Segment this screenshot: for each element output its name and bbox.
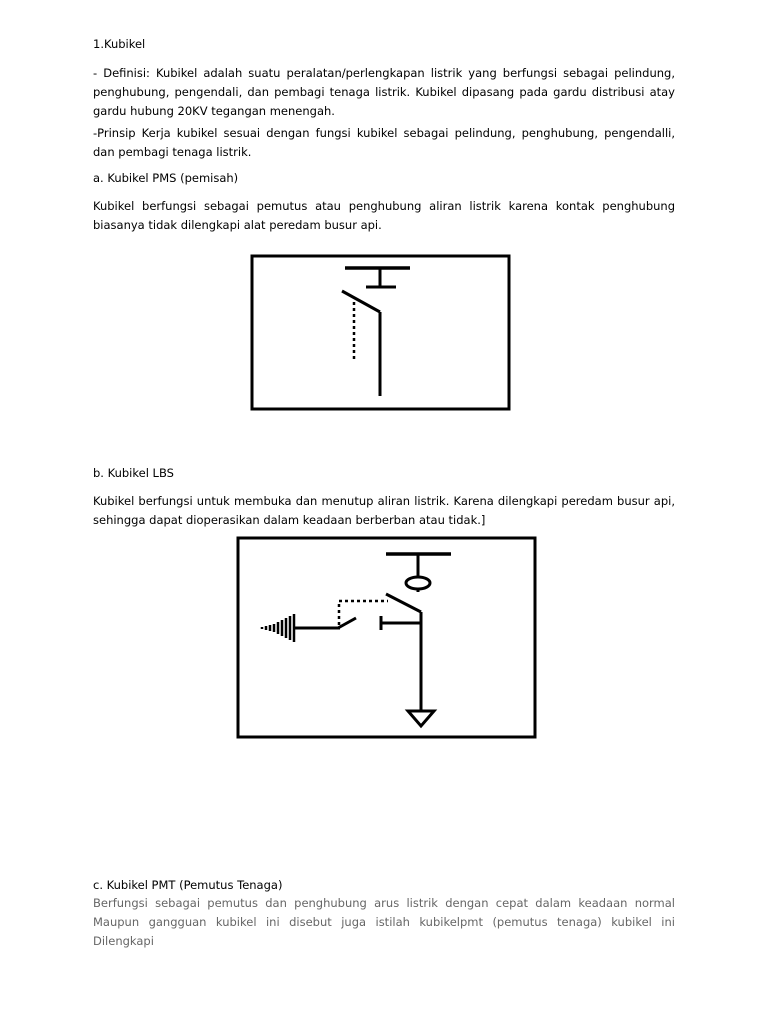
pmt-description: Berfungsi sebagai pemutus dan penghubung arus listrik dengan cepat dalam keadaan normal Maupun gangguan kubikel ini disebut juga istilah kubikelpmt (pemutus tenaga) kubikel ini Dilengkapi (93, 896, 675, 948)
principle-paragraph: -Prinsip Kerja kubikel sesuai dengan fungsi kubikel sebagai pelindung, penghubung, pengendalli, dan pembagi tenaga listrik. (93, 126, 675, 159)
pms-description: Kubikel berfungsi sebagai pemutus atau penghubung aliran listrik karena kontak penghubung biasanya tidak dilengkapi alat peredam busur api. (93, 199, 675, 232)
lbs-description: Kubikel berfungsi untuk membuka dan menutup aliran listrik. Karena dilengkapi peredam busur api, sehingga dapat dioperasikan dalam keadaan berberban atau tidak.] (93, 494, 675, 527)
pmt-title: c. Kubikel PMT (Pemutus Tenaga) (93, 878, 283, 892)
lbs-title: b. Kubikel LBS (93, 466, 174, 480)
lbs-load-break-switch-diagram (236, 536, 538, 740)
definition-paragraph: - Definisi: Kubikel adalah suatu peralatan/perlengkapan listrik yang berfungsi sebagai pelindung, penghubung, pengendali, dan pembagi tenaga listrik. Kubikel dipasang pada gardu distribusi atay gardu hubung 20KV tegangan menengah. (93, 66, 675, 118)
pms-disconnector-diagram (250, 254, 512, 412)
pms-title: a. Kubikel PMS (pemisah) (93, 171, 239, 185)
section-heading: 1.Kubikel (93, 37, 146, 51)
diagram-frame (238, 538, 535, 737)
